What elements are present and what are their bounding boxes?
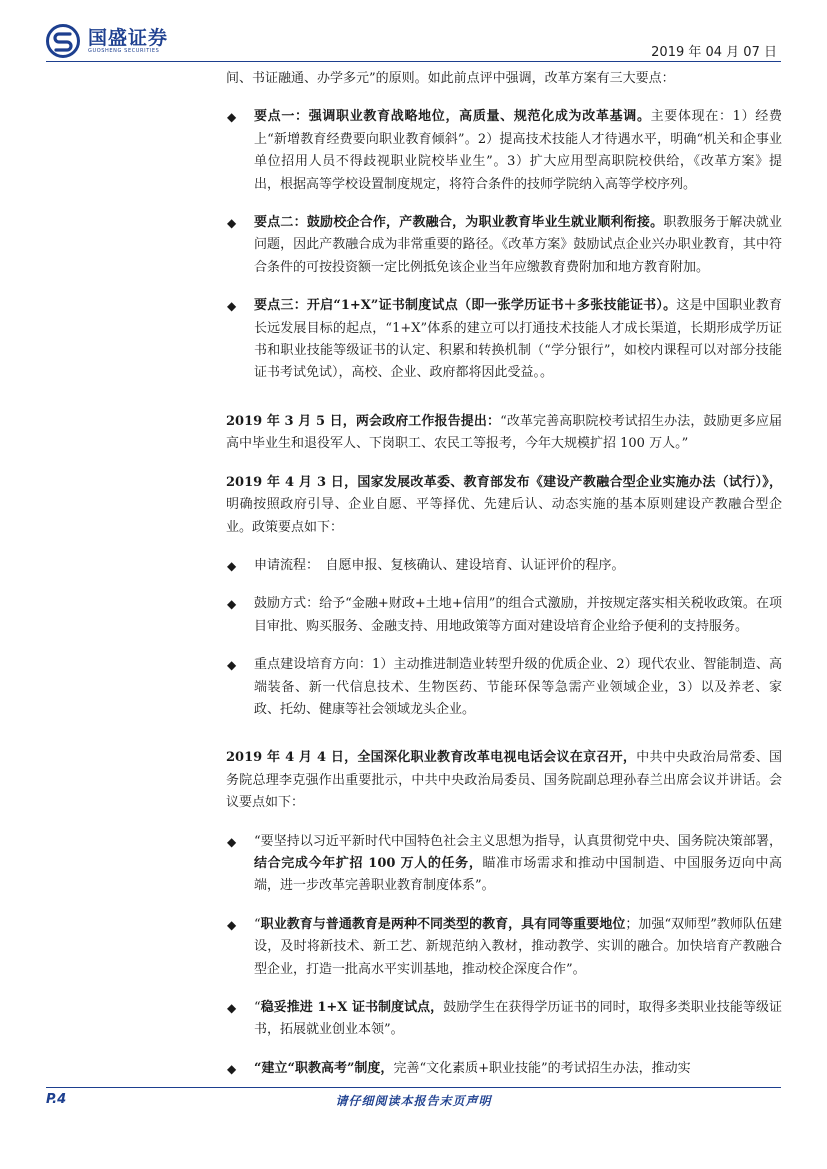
meeting-point-2 — [226, 914, 782, 981]
diamond-bullet-icon: ◆ — [227, 299, 237, 314]
meeting-point-2-pre: “ — [254, 916, 261, 932]
paragraph-2019-03-05 — [226, 411, 782, 456]
policy-point-1 — [226, 555, 782, 577]
meeting-point-3-post: 鼓励学生在获得学历证书的同时，取得多类职业技能等级证书，拓展就业创业本领”。 — [254, 1000, 782, 1038]
logo-chinese-name: 国盛证券 — [88, 26, 169, 49]
header-divider — [46, 61, 781, 62]
page-header — [0, 0, 827, 62]
meeting-point-4-post: 完善“文化素质+职业技能”的考试招生办法，推动实 — [393, 1060, 691, 1076]
meeting-point-1-pre: “要坚持以习近平新时代中国特色社会主义思想为指导，认真贯彻党中央、国务院决策部署， — [254, 833, 782, 849]
logo-english-name: GUOSHENG SECURITIES — [88, 47, 160, 54]
footer-disclaimer: 请仔细阅读本报告末页声明 — [335, 1094, 492, 1108]
diamond-bullet-icon: ◆ — [227, 216, 237, 231]
paragraph-2019-04-04-lead: 2019 年 4 月 4 日，全国深化职业教育改革电视电话会议在京召开， — [226, 750, 637, 766]
paragraph-2019-04-04 — [226, 747, 782, 814]
intro-paragraph: 间、书证融通、办学多元”的原则。如此前点评中强调，改革方案有三大要点： — [226, 71, 675, 86]
diamond-bullet-icon: ◆ — [227, 917, 237, 932]
meeting-point-2-post: ；加强“双师型”教师队伍建设，及时将新技术、新工艺、新规范纳入教材，推动教学、实训的融合。加快培育产教融合型企业，打造一批高水平实训基地，推动校企深度合作”。 — [254, 916, 782, 977]
policy-point-2-text: 鼓励方式：给予“金融+财政+土地+信用”的组合式激励，并按规定落实相关税收政策。在项目审批、购买服务、金融支持、用地政策等方面对建设培育企业给予便利的支持服务。 — [254, 596, 782, 634]
key-point-3-title: 要点三：开启“1+X”证书制度试点（即一张学历证书＋多张技能证书）。 — [254, 298, 677, 314]
page-number: P.4 — [46, 1092, 67, 1107]
key-point-1 — [226, 106, 782, 196]
meeting-point-4-bold: “建立“职教高考”制度， — [254, 1060, 394, 1076]
key-point-1-text: 主要体现在：1）经费上“新增教育经费要向职业教育倾斜”。2）提高技术技能人才待遇水平，明确“机关和企事业单位招用人员不得歧视职业院校毕业生”。3）扩大应用型高职院校供给，《改革方案》提出，根据高等学校设置制度规定，将符合条件的技师学院纳入高等学校序列。 — [254, 109, 782, 192]
key-point-2-text: 职教服务于解决就业问题，因此产教融合成为非常重要的路径。《改革方案》鼓励试点企业兴办职业教育，其中符合条件的可按投资额一定比例抵免该企业当年应缴教育费附加和地方教育附加。 — [254, 215, 782, 275]
meeting-point-1-bold: 结合完成今年扩招 100 万人的任务， — [254, 855, 483, 871]
meeting-point-4 — [226, 1058, 782, 1080]
key-point-3-text: 这是中国职业教育长远发展目标的起点，“1+X”体系的建立可以打通技术技能人才成长渠道，长期形成学历证书和职业技能等级证书的认定、积累和转换机制（“学分银行”，如校内课程可以对部分技能证书考试免试），高校、企业、政府都将因此受益。。 — [254, 298, 782, 381]
paragraph-2019-04-03-lead: 2019 年 4 月 3 日，国家发展改革委、教育部发布《建设产教融合型企业实施办法（试行）》， — [226, 474, 782, 490]
policy-point-3-text: 重点建设培育方向：1）主动推进制造业转型升级的优质企业、2）现代农业、智能制造、高端装备、新一代信息技术、生物医药、节能环保等急需产业领域企业，3）以及养老、家政、托幼、健康等社会领域龙头企业。 — [254, 657, 782, 717]
guosheng-logo-icon — [46, 24, 80, 58]
key-point-2 — [226, 212, 782, 279]
paragraph-2019-04-03-text: 明确按照政府引导、企业自愿、平等择优、先建后认、动态实施的基本原则建设产教融合型企业。政策要点如下： — [226, 497, 782, 535]
diamond-bullet-icon: ◆ — [227, 658, 237, 673]
diamond-bullet-icon: ◆ — [227, 1001, 237, 1015]
company-logo — [46, 24, 168, 58]
meeting-point-1 — [226, 831, 782, 898]
paragraph-2019-03-05-lead: 2019 年 3 月 5 日，两会政府工作报告提出： — [226, 413, 501, 429]
meeting-point-2-bold: 职业教育与普通教育是两种不同类型的教育，具有同等重要地位 — [260, 916, 626, 932]
policy-point-3 — [226, 654, 782, 721]
key-point-1-title: 要点一：强调职业教育战略地位，高质量、规范化成为改革基调。 — [254, 109, 651, 125]
meeting-point-3-bold: 稳妥推进 1+X 证书制度试点， — [260, 1000, 444, 1015]
meeting-point-3 — [226, 997, 782, 1042]
report-date: 2019 年 04 月 07 日 — [651, 45, 777, 60]
policy-point-1-text: 申请流程： 自愿申报、复核确认、建设培育、认证评价的程序。 — [254, 557, 625, 573]
diamond-bullet-icon: ◆ — [227, 558, 237, 573]
meeting-point-1-post: 瞄准市场需求和推动中国制造、中国服务迈向中高端，进一步改革完善职业教育制度体系”。 — [254, 855, 782, 894]
footer-divider — [46, 1087, 781, 1088]
report-body — [226, 68, 782, 1080]
paragraph-2019-04-03 — [226, 472, 782, 539]
paragraph-2019-03-05-text: “改革完善高职院校考试招生办法，鼓励更多应届高中毕业生和退役军人、下岗职工、农民工等报考，今年大规模扩招 100 万人。” — [226, 413, 782, 452]
diamond-bullet-icon: ◆ — [227, 834, 237, 849]
diamond-bullet-icon: ◆ — [227, 597, 237, 612]
diamond-bullet-icon: ◆ — [227, 110, 237, 125]
policy-point-2 — [226, 593, 782, 638]
key-point-3 — [226, 295, 782, 385]
diamond-bullet-icon: ◆ — [227, 1061, 237, 1076]
meeting-point-3-pre: “ — [254, 1000, 261, 1015]
paragraph-2019-04-04-text: 中共中央政治局常委、国务院总理李克强作出重要批示，中共中央政治局委员、国务院副总理孙春兰出席会议并讲话。会议要点如下： — [226, 750, 782, 811]
key-point-2-title: 要点二：鼓励校企合作，产教融合，为职业教育毕业生就业顺利衔接。 — [254, 215, 664, 231]
